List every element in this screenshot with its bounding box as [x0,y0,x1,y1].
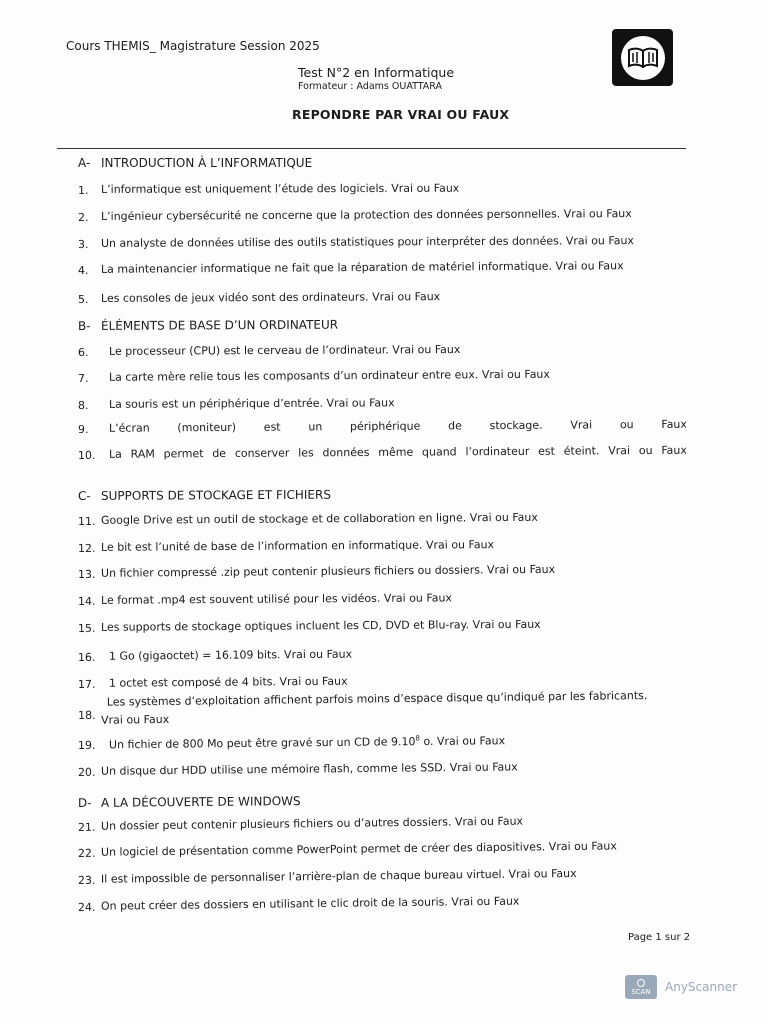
question-item [78,511,561,530]
question-text [101,563,581,580]
question-text-main: Un logiciel de présentation comme PowerPoint permet de créer des diapositives. Vrai ou Faux [100,839,617,859]
question-text [101,839,641,859]
question-text [101,511,561,527]
open-book-icon [621,36,665,80]
question-text-main: Les supports de stockage optiques incluent les CD, DVD et Blu-ray. Vrai ou Faux [100,617,541,634]
question-item [78,674,369,693]
question-word: éteint. [563,444,600,458]
question-text-main: La carte mère relie tous les composants d’un ordinateur entre eux. Vrai ou Faux [108,367,550,384]
instruction-heading: REPONDRE PAR VRAI OU FAUX [292,107,510,122]
question-text [101,182,501,196]
question-word: L’écran [108,421,150,435]
question-number: 22. [77,846,96,860]
question-word: est [538,444,555,458]
formateur-line: Formateur : Adams OUATTARA [298,81,443,92]
question-text-line2: Vrai ou Faux [101,712,170,727]
watermark-badge: SCAN [631,987,651,996]
question-text-main: L’ingénieur cybersécurité ne concerne que la protection des données personnelles. Vrai ou Faux [100,207,632,223]
question-item [78,234,661,253]
question-text-main: 1 Go (gigaoctet) = 16.109 bits. Vrai ou Faux [108,647,353,663]
section-title: A LA DÉCOUVERTE DE WINDOWS [100,794,301,810]
question-number: 10. [77,448,96,462]
scanner-watermark [625,975,737,999]
question-word: Vrai [570,418,593,432]
question-text-main: Un dossier peut contenir plusieurs fichiers ou d’autres dossiers. Vrai ou Faux [100,814,524,833]
question-item [78,563,581,583]
question-item [78,733,529,754]
question-word: Faux [661,417,687,431]
question-text [109,444,687,461]
section-heading [78,156,312,170]
question-text-main: La maintenancier informatique ne fait que la réparation de matériel informatique. Vrai ou Faux [100,259,624,276]
section-letter: B- [77,318,91,333]
question-number: 11. [77,514,96,528]
question-item [78,689,667,730]
question-text-main: Le format .mp4 est souvent utilisé pour les vidéos. Vrai ou Faux [100,591,452,607]
question-item [78,182,501,199]
question-number: 9. [77,422,89,436]
section-letter: C- [77,488,91,503]
question-number: 19. [77,738,96,752]
question-text [101,760,531,778]
question-word: l’ordinateur [465,444,530,459]
question-word: de [448,419,462,433]
section-title: ÉLÉMENTS DE BASE D’UN ORDINATEUR [100,317,339,333]
question-text-main: Les consoles de jeux vidéo sont des ordinateurs. Vrai ou Faux [100,290,441,305]
question-word: données [322,445,370,460]
question-text [101,538,531,554]
question-word: est [263,420,281,434]
question-item [78,538,531,557]
question-text-main: Les systèmes d’exploitation affichent parfois moins d’espace disque qu’indiqué par les fabricants. [106,689,648,709]
question-text [109,674,369,689]
watermark-name: AnyScanner [665,980,738,994]
question-word: (moniteur) [177,420,237,435]
question-number: 13. [77,567,96,581]
question-text-main: Le processeur (CPU) est le cerveau de l’ordinateur. Vrai ou Faux [108,342,461,358]
question-text-main: On peut créer des dossiers en utilisant le clic droit de la souris. Vrai ou Faux [100,894,520,913]
question-number: 8. [77,398,89,412]
question-text [100,866,577,886]
section-title: SUPPORTS DE STOCKAGE ET FICHIERS [100,487,331,503]
question-item [78,814,531,836]
question-number: 7. [77,371,89,385]
question-number: 6. [77,345,89,359]
question-item [78,647,369,666]
question-number: 17. [77,677,96,691]
section-heading [78,488,331,503]
question-text [101,814,531,832]
question-text [109,368,579,384]
question-number: 21. [77,820,96,834]
question-number: 16. [77,650,96,664]
question-text [109,418,687,435]
question-word: conserver [234,446,290,460]
question-text-main: Un disque dur HDD utilise une mémoire flash, comme les SSD. Vrai ou Faux [100,760,518,778]
question-word: Faux [661,443,687,457]
question-number: 4. [77,263,89,277]
question-text-main: L’informatique est uniquement l’étude des logiciels. Vrai ou Faux [100,181,460,196]
question-word: périphérique [349,419,421,434]
question-item [78,760,531,781]
question-text-main: Un fichier compressé .zip peut contenir plusieurs fichiers ou dossiers. Vrai ou Faux [100,562,556,580]
question-item [78,444,687,464]
question-text-main: Un analyste de données utilise des outils statistiques pour interpréter des données. Vrai ou Faux [100,234,634,250]
question-item [78,207,661,226]
question-text [101,290,481,305]
logo [612,29,673,86]
question-item [78,839,641,862]
question-word: stockage. [489,418,543,433]
question-text-main: Google Drive est un outil de stockage et de collaboration en ligne. Vrai ou Faux [100,510,538,527]
question-text [109,343,489,358]
page-number: Page 1 sur 2 [628,932,691,943]
section-letter: A- [78,156,91,170]
question-word: permet [163,447,204,461]
question-word: de [212,446,227,461]
scanner-camera-icon [625,975,657,999]
question-item [78,894,541,916]
question-text-main: Il est impossible de personnaliser l’arrière-plan de chaque bureau virtuel. Vrai ou Faux [100,866,577,886]
question-text-main: Un fichier de 800 Mo peut être gravé sur un CD de 9.10 [108,735,416,752]
question-text [109,396,409,411]
question-text [101,207,661,223]
question-text [101,234,661,250]
divider [57,148,686,149]
question-number: 5. [77,292,89,306]
question-number: 12. [77,541,96,555]
question-text-main: 1 octet est composé de 4 bits. Vrai ou Faux [108,674,348,690]
question-text [101,894,541,912]
question-word: La [108,447,122,461]
question-item [78,368,579,387]
question-word: un [308,420,323,434]
question-text [109,733,529,751]
question-exponent: 8 [415,734,420,743]
question-item [78,290,481,308]
question-word: ou [619,418,634,432]
question-item [77,866,577,889]
question-item [78,259,661,279]
section-title: INTRODUCTION À L’INFORMATIQUE [101,156,313,170]
question-number: 3. [77,237,89,251]
question-item [78,591,481,610]
question-number: 18. [77,708,96,722]
question-word: RAM [130,447,155,461]
question-word: même [378,445,414,459]
question-number: 1. [77,183,89,197]
section-heading [78,794,301,810]
question-number: 14. [77,594,96,608]
question-item [78,343,489,361]
question-item [78,418,687,438]
question-word: ou [638,443,653,458]
question-text-main: La souris est un périphérique d’entrée. Vrai ou Faux [108,396,395,411]
question-text [101,259,661,276]
question-text-main: Le bit est l’unité de base de l’information en informatique. Vrai ou Faux [100,538,495,554]
question-word: les [298,446,314,460]
question-number: 2. [77,210,89,224]
question-text-after: o. Vrai ou Faux [419,734,506,749]
question-text [101,591,481,607]
question-word: quand [421,445,457,459]
question-number: 15. [77,621,96,635]
question-item [78,396,409,414]
question-number: 23. [77,873,96,887]
test-title: Test N°2 en Informatique [298,65,455,80]
question-item [78,618,561,637]
question-word: Vrai [608,444,631,458]
course-header: Cours THEMIS_ Magistrature Session 2025 [66,39,320,53]
question-number: 24. [77,900,96,914]
question-text [109,647,369,662]
section-letter: D- [77,795,92,810]
section-heading [78,318,338,333]
question-text [101,618,561,634]
question-number: 20. [77,765,96,779]
